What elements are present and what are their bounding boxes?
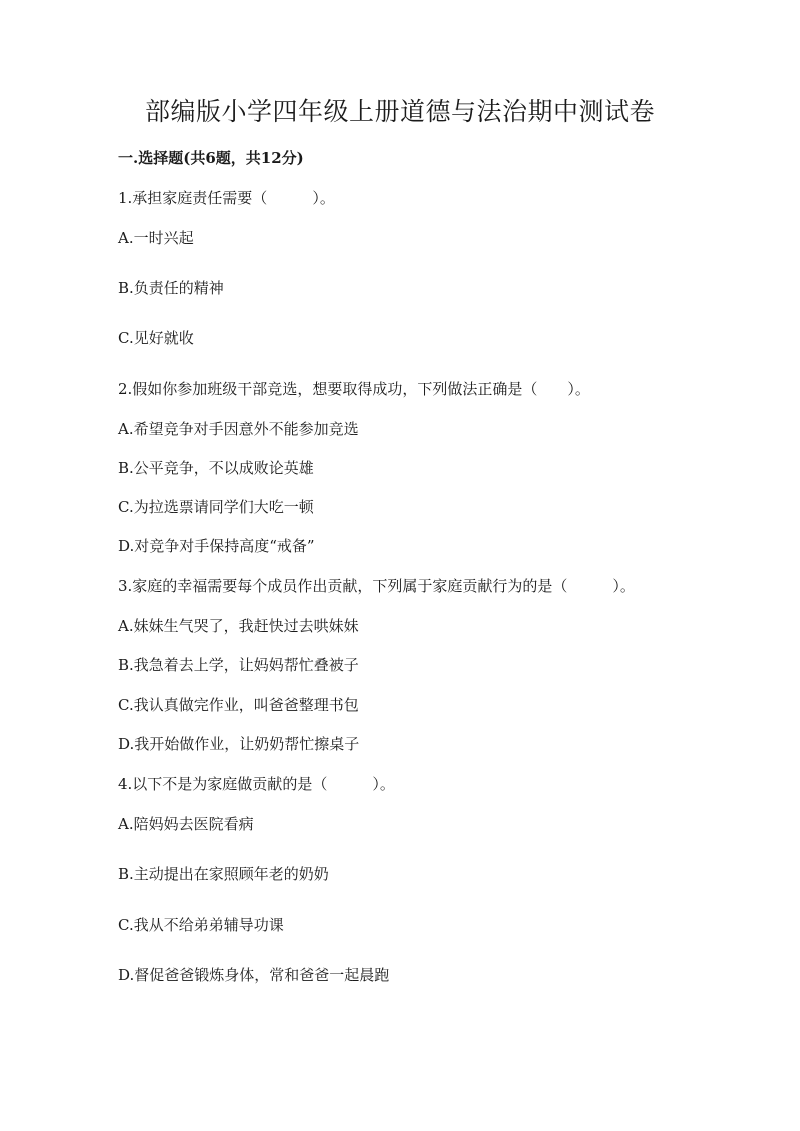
- option-1c: C.见好就收: [118, 329, 194, 347]
- option-3b: B.我急着去上学，让妈妈帮忙叠被子: [118, 656, 359, 674]
- option-3c: C.我认真做完作业，叫爸爸整理书包: [118, 696, 359, 714]
- option-1a: A.一时兴起: [118, 229, 194, 247]
- option-3a: A.妹妹生气哭了，我赶快过去哄妹妹: [118, 617, 359, 635]
- question-stem-3: 3.家庭的幸福需要每个成员作出贡献，下列属于家庭贡献行为的是（ ）。: [118, 577, 635, 595]
- option-2c: C.为拉选票请同学们大吃一顿: [118, 498, 314, 516]
- question-stem-1: 1.承担家庭责任需要（ ）。: [118, 189, 335, 207]
- question-stem-4: 4.以下不是为家庭做贡献的是（ ）。: [118, 775, 395, 793]
- option-4b: B.主动提出在家照顾年老的奶奶: [118, 865, 329, 883]
- option-3d: D.我开始做作业，让奶奶帮忙擦桌子: [118, 735, 360, 753]
- section-heading: 一.选择题(共6题，共12分): [118, 149, 304, 167]
- option-2d: D.对竞争对手保持高度“戒备”: [118, 537, 315, 555]
- option-4a: A.陪妈妈去医院看病: [118, 815, 254, 833]
- option-4d: D.督促爸爸锻炼身体，常和爸爸一起晨跑: [118, 966, 390, 984]
- option-2a: A.希望竞争对手因意外不能参加竞选: [118, 420, 359, 438]
- option-2b: B.公平竞争，不以成败论英雄: [118, 459, 314, 477]
- question-stem-2: 2.假如你参加班级干部竞选，想要取得成功，下列做法正确是（ ）。: [118, 380, 590, 398]
- page-title: 部编版小学四年级上册道德与法治期中测试卷: [144, 97, 655, 126]
- option-1b: B.负责任的精神: [118, 279, 224, 297]
- option-4c: C.我从不给弟弟辅导功课: [118, 916, 284, 934]
